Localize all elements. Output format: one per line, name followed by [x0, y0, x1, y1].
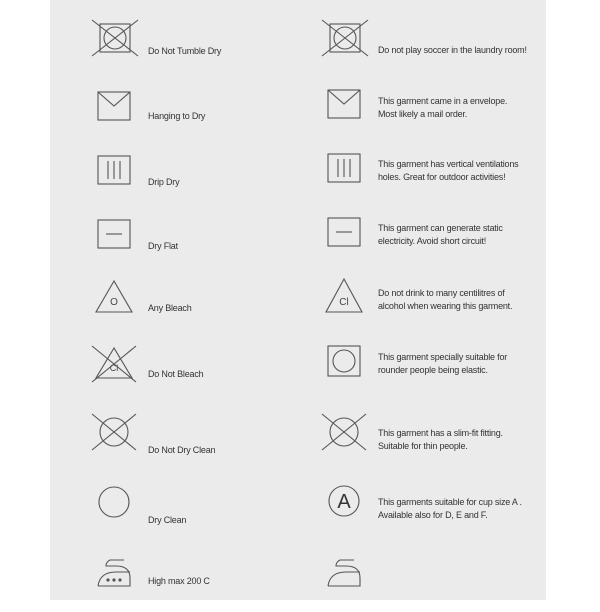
care-item — [320, 278, 560, 338]
care-label — [378, 95, 538, 121]
care-item — [320, 18, 560, 78]
care-item — [90, 18, 330, 78]
care-label-line: This garment can generate static — [378, 223, 503, 233]
care-label-line: Most likely a mail order. — [378, 109, 468, 119]
care-item — [90, 482, 330, 542]
care-item — [320, 344, 560, 404]
care-label-line: alcohol when wearing this garment. — [378, 301, 513, 311]
care-item — [90, 152, 330, 212]
care-label-line: This garment has a slim-fit fitting. — [378, 428, 503, 438]
care-label — [148, 368, 308, 381]
care-label-line: Do not play soccer in the laundry room! — [378, 45, 527, 55]
care-label-line: Do Not Bleach — [148, 369, 204, 379]
care-item — [320, 216, 560, 276]
care-label-line: This garment has vertical ventilations — [378, 159, 519, 169]
care-label-line: Do Not Dry Clean — [148, 445, 216, 455]
care-label — [148, 240, 308, 253]
care-item — [320, 152, 560, 212]
care-label — [148, 176, 308, 189]
care-label — [378, 496, 538, 522]
care-label-line: rounder people being elastic. — [378, 365, 488, 375]
care-item — [90, 216, 330, 276]
do-not-dry-clean-icon — [320, 412, 380, 468]
care-label-line: Do not drink to many centilitres of — [378, 288, 505, 298]
do-not-bleach-icon — [90, 342, 150, 398]
care-label-line: Hanging to Dry — [148, 111, 206, 121]
care-item — [90, 342, 330, 402]
care-label-line: High max 200 C — [148, 576, 210, 586]
drip-dry-icon — [90, 152, 150, 208]
dry-clean-a-icon — [320, 482, 380, 538]
care-label-line: Dry Flat — [148, 241, 178, 251]
care-label-line: Dry Clean — [148, 515, 187, 525]
care-label — [378, 427, 538, 453]
care-item — [320, 412, 560, 472]
do-not-tumble-dry-icon — [320, 18, 380, 74]
care-item — [320, 482, 560, 542]
care-label-line: Drip Dry — [148, 177, 180, 187]
care-item — [320, 552, 560, 612]
do-not-tumble-dry-icon — [90, 18, 150, 74]
care-label — [148, 575, 308, 588]
care-label-line: Do Not Tumble Dry — [148, 46, 222, 56]
care-label — [148, 45, 308, 58]
envelope-icon — [320, 88, 380, 144]
dry-clean-mark-text: A — [337, 491, 351, 513]
care-label-line: This garment specially suitable for — [378, 352, 508, 362]
care-label — [378, 351, 538, 377]
care-label-line: Any Bleach — [148, 303, 192, 313]
care-label — [148, 444, 308, 457]
care-label-line: holes. Great for outdoor activities! — [378, 172, 506, 182]
bleach-mark-text: Cl — [339, 297, 349, 308]
care-label — [378, 158, 538, 184]
care-label-line: This garments suitable for cup size A . — [378, 497, 522, 507]
care-label — [148, 110, 308, 123]
care-item — [320, 88, 560, 148]
care-label — [148, 514, 308, 527]
bleach-mark-text: Cl — [109, 363, 119, 373]
care-label-line: electricity. Avoid short circuit! — [378, 236, 487, 246]
do-not-dry-clean-icon — [90, 412, 150, 468]
care-label-line: This garment came in a envelope. — [378, 96, 508, 106]
care-label-line: Suitable for thin people. — [378, 441, 468, 451]
dry-flat-icon — [320, 216, 380, 272]
care-item — [90, 88, 330, 148]
care-item — [90, 552, 330, 612]
care-label — [148, 302, 308, 315]
envelope-icon — [90, 88, 150, 144]
care-label-line: Available also for D, E and F. — [378, 510, 488, 520]
care-label — [378, 287, 538, 313]
care-label — [378, 44, 538, 57]
dry-clean-icon — [90, 482, 150, 538]
drip-dry-icon — [320, 152, 380, 208]
tumble-dry-icon — [320, 344, 380, 400]
any-bleach-icon — [90, 278, 150, 334]
bleach-mark-text: O — [110, 297, 118, 308]
dry-flat-icon — [90, 216, 150, 272]
cl-bleach-icon — [320, 278, 380, 334]
care-symbol-sheet — [50, 0, 546, 600]
care-item — [90, 412, 330, 472]
care-item — [90, 278, 330, 338]
care-label — [378, 222, 538, 248]
